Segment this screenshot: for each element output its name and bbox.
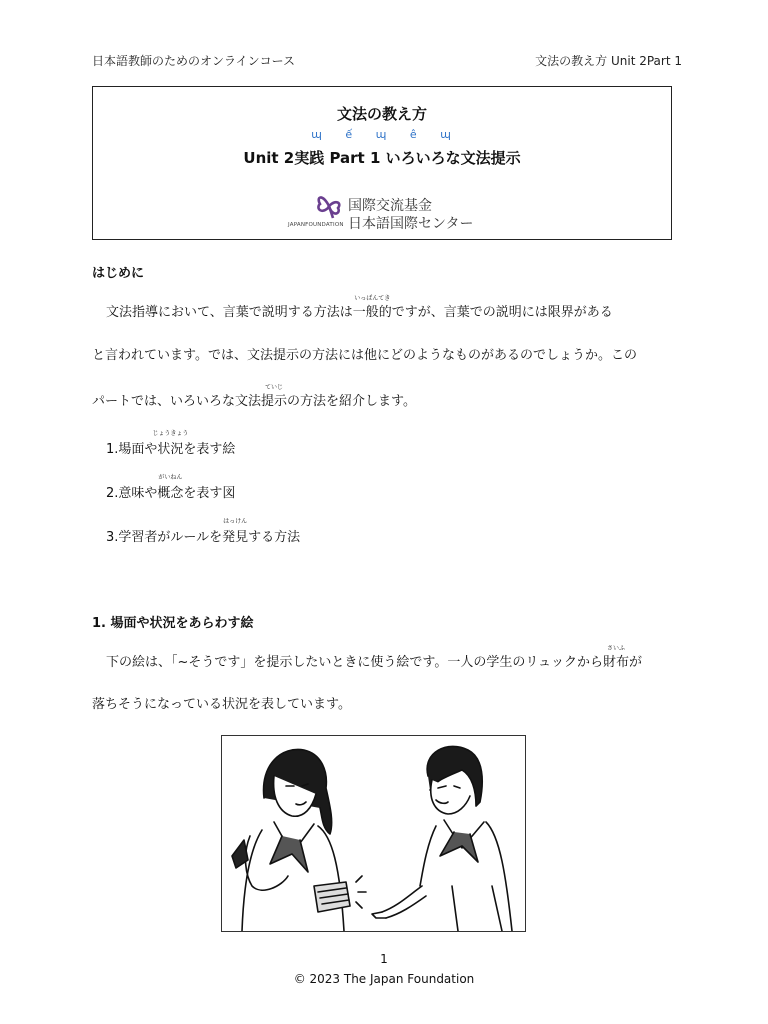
ruby-word: がいねん 概念 — [157, 474, 184, 501]
title-box — [92, 86, 672, 240]
section-1-heading: 1. 場面や状況をあらわす絵 — [92, 616, 254, 631]
document-subtitle: Unit 2実践 Part 1 いろいろな文法提示 — [243, 149, 521, 167]
intro-heading: はじめに — [92, 266, 145, 281]
logo-org-name-1: 国際交流基金 — [348, 198, 432, 214]
ruby-word: ていじ 提示 — [261, 384, 288, 409]
ruby-word: はっけん 発見 — [222, 518, 249, 545]
ruby-word: いっぱんてき 一般的 — [352, 295, 392, 320]
document-title: 文法の教え方 — [336, 105, 427, 123]
intro-line-3: パートでは、いろいろな文法 ていじ 提示の方法を紹介します。 — [92, 384, 416, 409]
copyright: © 2023 The Japan Foundation — [293, 972, 475, 986]
list-item: 2.意味や がいねん 概念を表す図 — [106, 474, 236, 501]
list-item: 3.学習者がルールを はっけん 発見する方法 — [106, 518, 301, 545]
two-students-illustration-icon — [222, 736, 525, 931]
phonetic-mark: ế — [345, 128, 355, 141]
intro-line-2: と言われています。では、文法提示の方法には他にどのようなものがあるのでしょうか。この — [92, 348, 637, 363]
header-unit-title: 文法の教え方 Unit 2Part 1 — [535, 54, 682, 68]
header-course-title: 日本語教師のためのオンラインコース — [92, 54, 296, 68]
phonetic-mark: ɰ — [440, 128, 453, 141]
japan-foundation-logo — [288, 189, 488, 233]
phonetic-mark: ê — [409, 128, 419, 141]
intro-line-1: 文法指導において、言葉で説明する方法は いっぱんてき 一般的ですが、言葉での説明には限界がある — [106, 295, 613, 320]
section-1-line-2: 落ちそうになっている状況を表しています。 — [92, 697, 351, 712]
logo-english-text: JAPANFOUNDATION — [288, 222, 344, 228]
section-1-line-1: 下の絵は、「~そうです」を提示したいときに使う絵です。一人の学生のリュックから さいふ 財布が — [106, 645, 642, 670]
ruby-word: さいふ 財布 — [602, 645, 629, 670]
phonetic-marks — [93, 128, 671, 141]
illustration-frame — [221, 735, 526, 932]
phonetic-mark: ɰ — [311, 128, 324, 141]
butterfly-logo-icon — [314, 191, 344, 221]
phonetic-mark: ɰ — [375, 128, 389, 141]
list-item: 1.場面や じょうきょう 状況を表す絵 — [106, 430, 236, 457]
page-number: 1 — [380, 952, 388, 966]
ruby-word: じょうきょう 状況 — [152, 430, 189, 457]
logo-org-name-2: 日本語国際センター — [348, 216, 474, 232]
